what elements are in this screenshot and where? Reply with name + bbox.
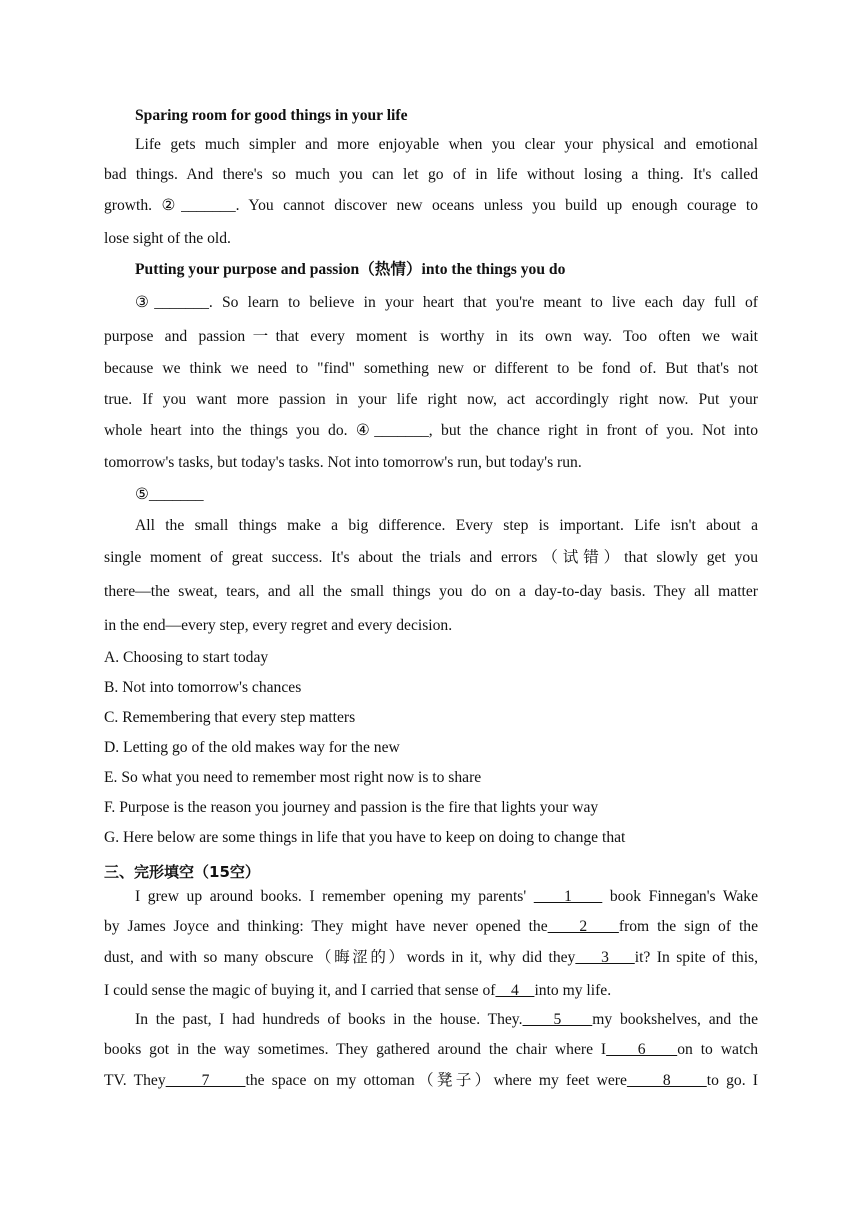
cloze-blank-5: 5 bbox=[522, 1011, 593, 1028]
cloze-line: I grew up around books. I remember opening my parents' 1 book Finnegan's Wake bbox=[135, 888, 759, 905]
option-a: A. Choosing to start today bbox=[104, 649, 269, 666]
cloze-line: by James Joyce and thinking: They might have never opened the 2 from the sign of the bbox=[104, 918, 758, 935]
paragraph-line: All the small things make a big difference. Every step is important. Life isn't about a bbox=[135, 517, 758, 534]
paragraph-line: Life gets much simpler and more enjoyable when you clear your physical and emotional bbox=[135, 136, 758, 153]
option-d: D. Letting go of the old makes way for the new bbox=[104, 739, 400, 756]
cloze-line: In the past, I had hundreds of books in the house. They. 5 my bookshelves, and the bbox=[135, 1011, 759, 1028]
paragraph-line: whole heart into the things you do. ④_______, but the chance right in front of you. Not into bbox=[104, 422, 758, 439]
section-title-cloze: 三、完形填空（15空） bbox=[104, 863, 260, 881]
blank-five: ⑤_______ bbox=[135, 486, 204, 503]
cloze-line: dust, and with so many obscure（晦涩的）words in it, why did they 3 it? In spite of this, bbox=[104, 949, 759, 966]
paragraph-line: because we think we need to "find" something new or different to be fond of. But that's not bbox=[104, 360, 758, 377]
paragraph-line: in the end—every step, every regret and every decision. bbox=[104, 617, 453, 634]
cloze-blank-4: 4 bbox=[495, 982, 535, 999]
paragraph-line: ③_______. So learn to believe in your heart that you're meant to live each day full of bbox=[135, 294, 758, 311]
cloze-blank-7: 7 bbox=[165, 1072, 246, 1089]
paragraph-line: tomorrow's tasks, but today's tasks. Not into tomorrow's run, but today's run. bbox=[104, 454, 582, 471]
cloze-blank-6: 6 bbox=[606, 1041, 678, 1058]
cloze-line: TV. They 7 the space on my ottoman（凳子）where my feet were 8 to go. I bbox=[104, 1072, 758, 1089]
section-heading-purpose-passion: Putting your purpose and passion（热情）into the things you do bbox=[135, 261, 566, 278]
paragraph-line: bad things. And there's so much you can let go of in life without losing a thing. It's called bbox=[104, 166, 758, 183]
cloze-blank-8: 8 bbox=[626, 1072, 707, 1089]
paragraph-line: there—the sweat, tears, and all the small things you do on a day-to-day basis. They all matter bbox=[104, 583, 758, 600]
option-g: G. Here below are some things in life that you have to keep on doing to change that bbox=[104, 829, 626, 846]
cloze-blank-1: 1 bbox=[533, 888, 603, 905]
option-c: C. Remembering that every step matters bbox=[104, 709, 356, 726]
option-b: B. Not into tomorrow's chances bbox=[104, 679, 302, 696]
cloze-blank-3: 3 bbox=[575, 949, 635, 966]
section-heading-sparing-room: Sparing room for good things in your life bbox=[135, 107, 408, 124]
cloze-blank-2: 2 bbox=[547, 918, 619, 935]
cloze-line: books got in the way sometimes. They gathered around the chair where I 6 on to watch bbox=[104, 1041, 758, 1058]
option-e: E. So what you need to remember most right now is to share bbox=[104, 769, 482, 786]
paragraph-line: purpose and passion一that every moment is worthy in its own way. Too often we wait bbox=[104, 328, 758, 345]
paragraph-line: true. If you want more passion in your life right now, act accordingly right now. Put your bbox=[104, 391, 758, 408]
paragraph-line: lose sight of the old. bbox=[104, 230, 231, 247]
option-f: F. Purpose is the reason you journey and passion is the fire that lights your way bbox=[104, 799, 599, 816]
paragraph-line: single moment of great success. It's about the trials and errors（试错）that slowly get you bbox=[104, 549, 758, 566]
paragraph-line: growth. ②_______. You cannot discover new oceans unless you build up enough courage to bbox=[104, 197, 758, 214]
cloze-line: I could sense the magic of buying it, and I carried that sense of 4 into my life. bbox=[104, 982, 612, 999]
